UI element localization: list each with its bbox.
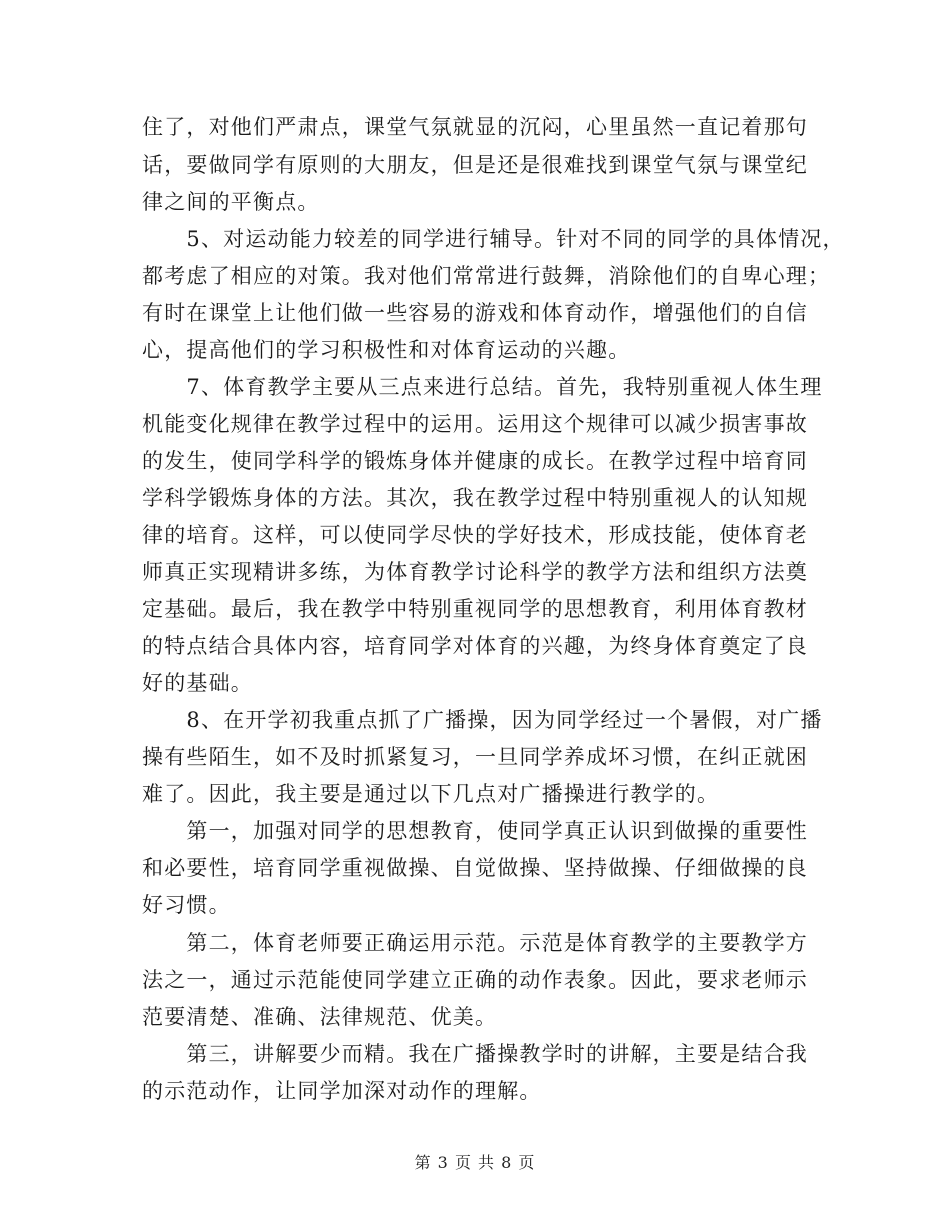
body-text-line: 8、在开学初我重点抓了广播操，因为同学经过一个暑假，对广播 [142, 708, 823, 732]
body-text-line: 心，提高他们的学习积极性和对体育运动的兴趣。 [142, 338, 631, 362]
body-text-line: 5、对运动能力较差的同学进行辅导。针对不同的同学的具体情况， [142, 227, 845, 251]
body-text-line: 都考虑了相应的对策。我对他们常常进行鼓舞，消除他们的自卑心理； [142, 264, 831, 288]
body-text-line: 和必要性，培育同学重视做操、自觉做操、坚持做操、仔细做操的良 [142, 856, 808, 880]
body-text-line: 操有些陌生，如不及时抓紧复习，一旦同学养成坏习惯，在纠正就困 [142, 745, 808, 769]
body-text-line: 学科学锻炼身体的方法。其次，我在教学过程中特别重视人的认知规 [142, 486, 808, 510]
body-text-line: 师真正实现精讲多练，为体育教学讨论科学的教学方法和组织方法奠 [142, 560, 808, 584]
body-text-line: 的示范动作，让同学加深对动作的理解。 [142, 1079, 542, 1103]
body-text-line: 机能变化规律在教学过程中的运用。运用这个规律可以减少损害事故 [142, 412, 808, 436]
body-text-line: 话，要做同学有原则的大朋友，但是还是很难找到课堂气氛与课堂纪 [142, 153, 808, 177]
page-number-footer: 第 3 页 共 8 页 [414, 1153, 536, 1172]
body-text-line: 第二，体育老师要正确运用示范。示范是体育教学的主要教学方 [142, 931, 808, 955]
body-text-line: 难了。因此，我主要是通过以下几点对广播操进行教学的。 [142, 782, 720, 806]
body-text-line: 好的基础。 [142, 671, 253, 695]
body-text-line: 律的培育。这样，可以使同学尽快的学好技术，形成技能，使体育老 [142, 523, 808, 547]
body-text-line: 第三，讲解要少而精。我在广播操教学时的讲解，主要是结合我 [142, 1042, 808, 1066]
body-text-line: 住了，对他们严肃点，课堂气氛就显的沉闷，心里虽然一直记着那句 [142, 115, 808, 139]
body-text-line: 7、体育教学主要从三点来进行总结。首先，我特别重视人体生理 [142, 375, 823, 399]
body-text-line: 定基础。最后，我在教学中特别重视同学的思想教育，利用体育教材 [142, 597, 808, 621]
body-text-line: 法之一，通过示范能使同学建立正确的动作表象。因此，要求老师示 [142, 968, 808, 992]
body-text-line: 有时在课堂上让他们做一些容易的游戏和体育动作，增强他们的自信 [142, 301, 808, 325]
body-text-line: 的发生，使同学科学的锻炼身体并健康的成长。在教学过程中培育同 [142, 449, 808, 473]
body-text-line: 第一，加强对同学的思想教育，使同学真正认识到做操的重要性 [142, 819, 808, 843]
body-text-line: 律之间的平衡点。 [142, 190, 320, 214]
body-text-line: 范要清楚、准确、法律规范、优美。 [142, 1005, 498, 1029]
body-text-line: 的特点结合具体内容，培育同学对体育的兴趣，为终身体育奠定了良 [142, 634, 808, 658]
body-text-line: 好习惯。 [142, 893, 231, 917]
